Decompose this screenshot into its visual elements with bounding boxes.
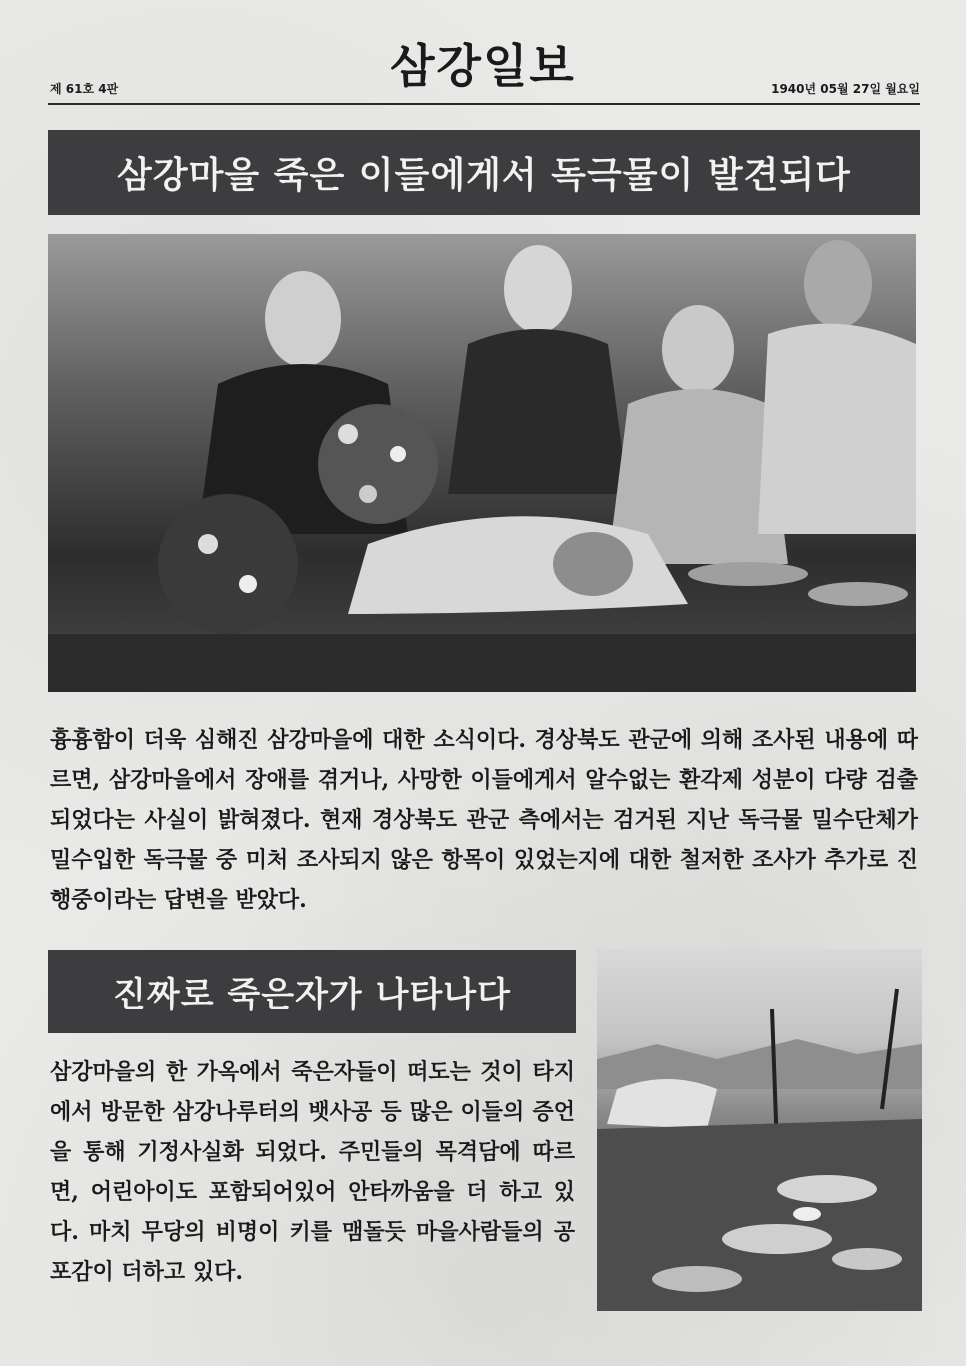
main-headline: 삼강마을 죽은 이들에게서 독극물이 발견되다: [48, 130, 920, 215]
article-poison-report: 흉흉함이 더욱 심해진 삼강마을에 대한 소식이다. 경상북도 관군에 의해 조사된 내용에 따르면, 삼강마을에서 장애를 겪거나, 사망한 이들에게서 알수없는 환각제 성분이 다량 검출되었다는 사실이 밝혀졌다. 현재 경상북도 관군 측에서는 검거된 지난 독극물 밀수단체가 밀수입한 독극물 중 미처 조사되지 않은 항목이 있었는지에 대한 철저한 조사가 추가로 진행중이라는 답변을 받았다.: [50, 727, 918, 913]
issue-number: 제 61호 4판: [50, 82, 119, 96]
masthead: [0, 0, 966, 110]
aftermath-photo: [597, 949, 922, 1311]
ritual-photo: [48, 234, 916, 692]
article-dead-appear: 삼강마을의 한 가옥에서 죽은자들이 떠도는 것이 타지에서 방문한 삼강나루터의 뱃사공 등 많은 이들의 증언을 통해 기정사실화 되었다. 주민들의 목격담에 따르면, 어린아이도 포함되어있어 안타까움을 더 하고 있다. 마치 무당의 비명이 키를 맴돌듯 마을사람들의 공포감이 더하고 있다.: [50, 1059, 575, 1285]
masthead-divider: [48, 103, 920, 105]
newspaper-title: 삼강일보: [390, 39, 576, 93]
sub-headline: 진짜로 죽은자가 나타나다: [48, 950, 576, 1033]
issue-date: 1940년 05월 27일 월요일: [771, 82, 920, 96]
